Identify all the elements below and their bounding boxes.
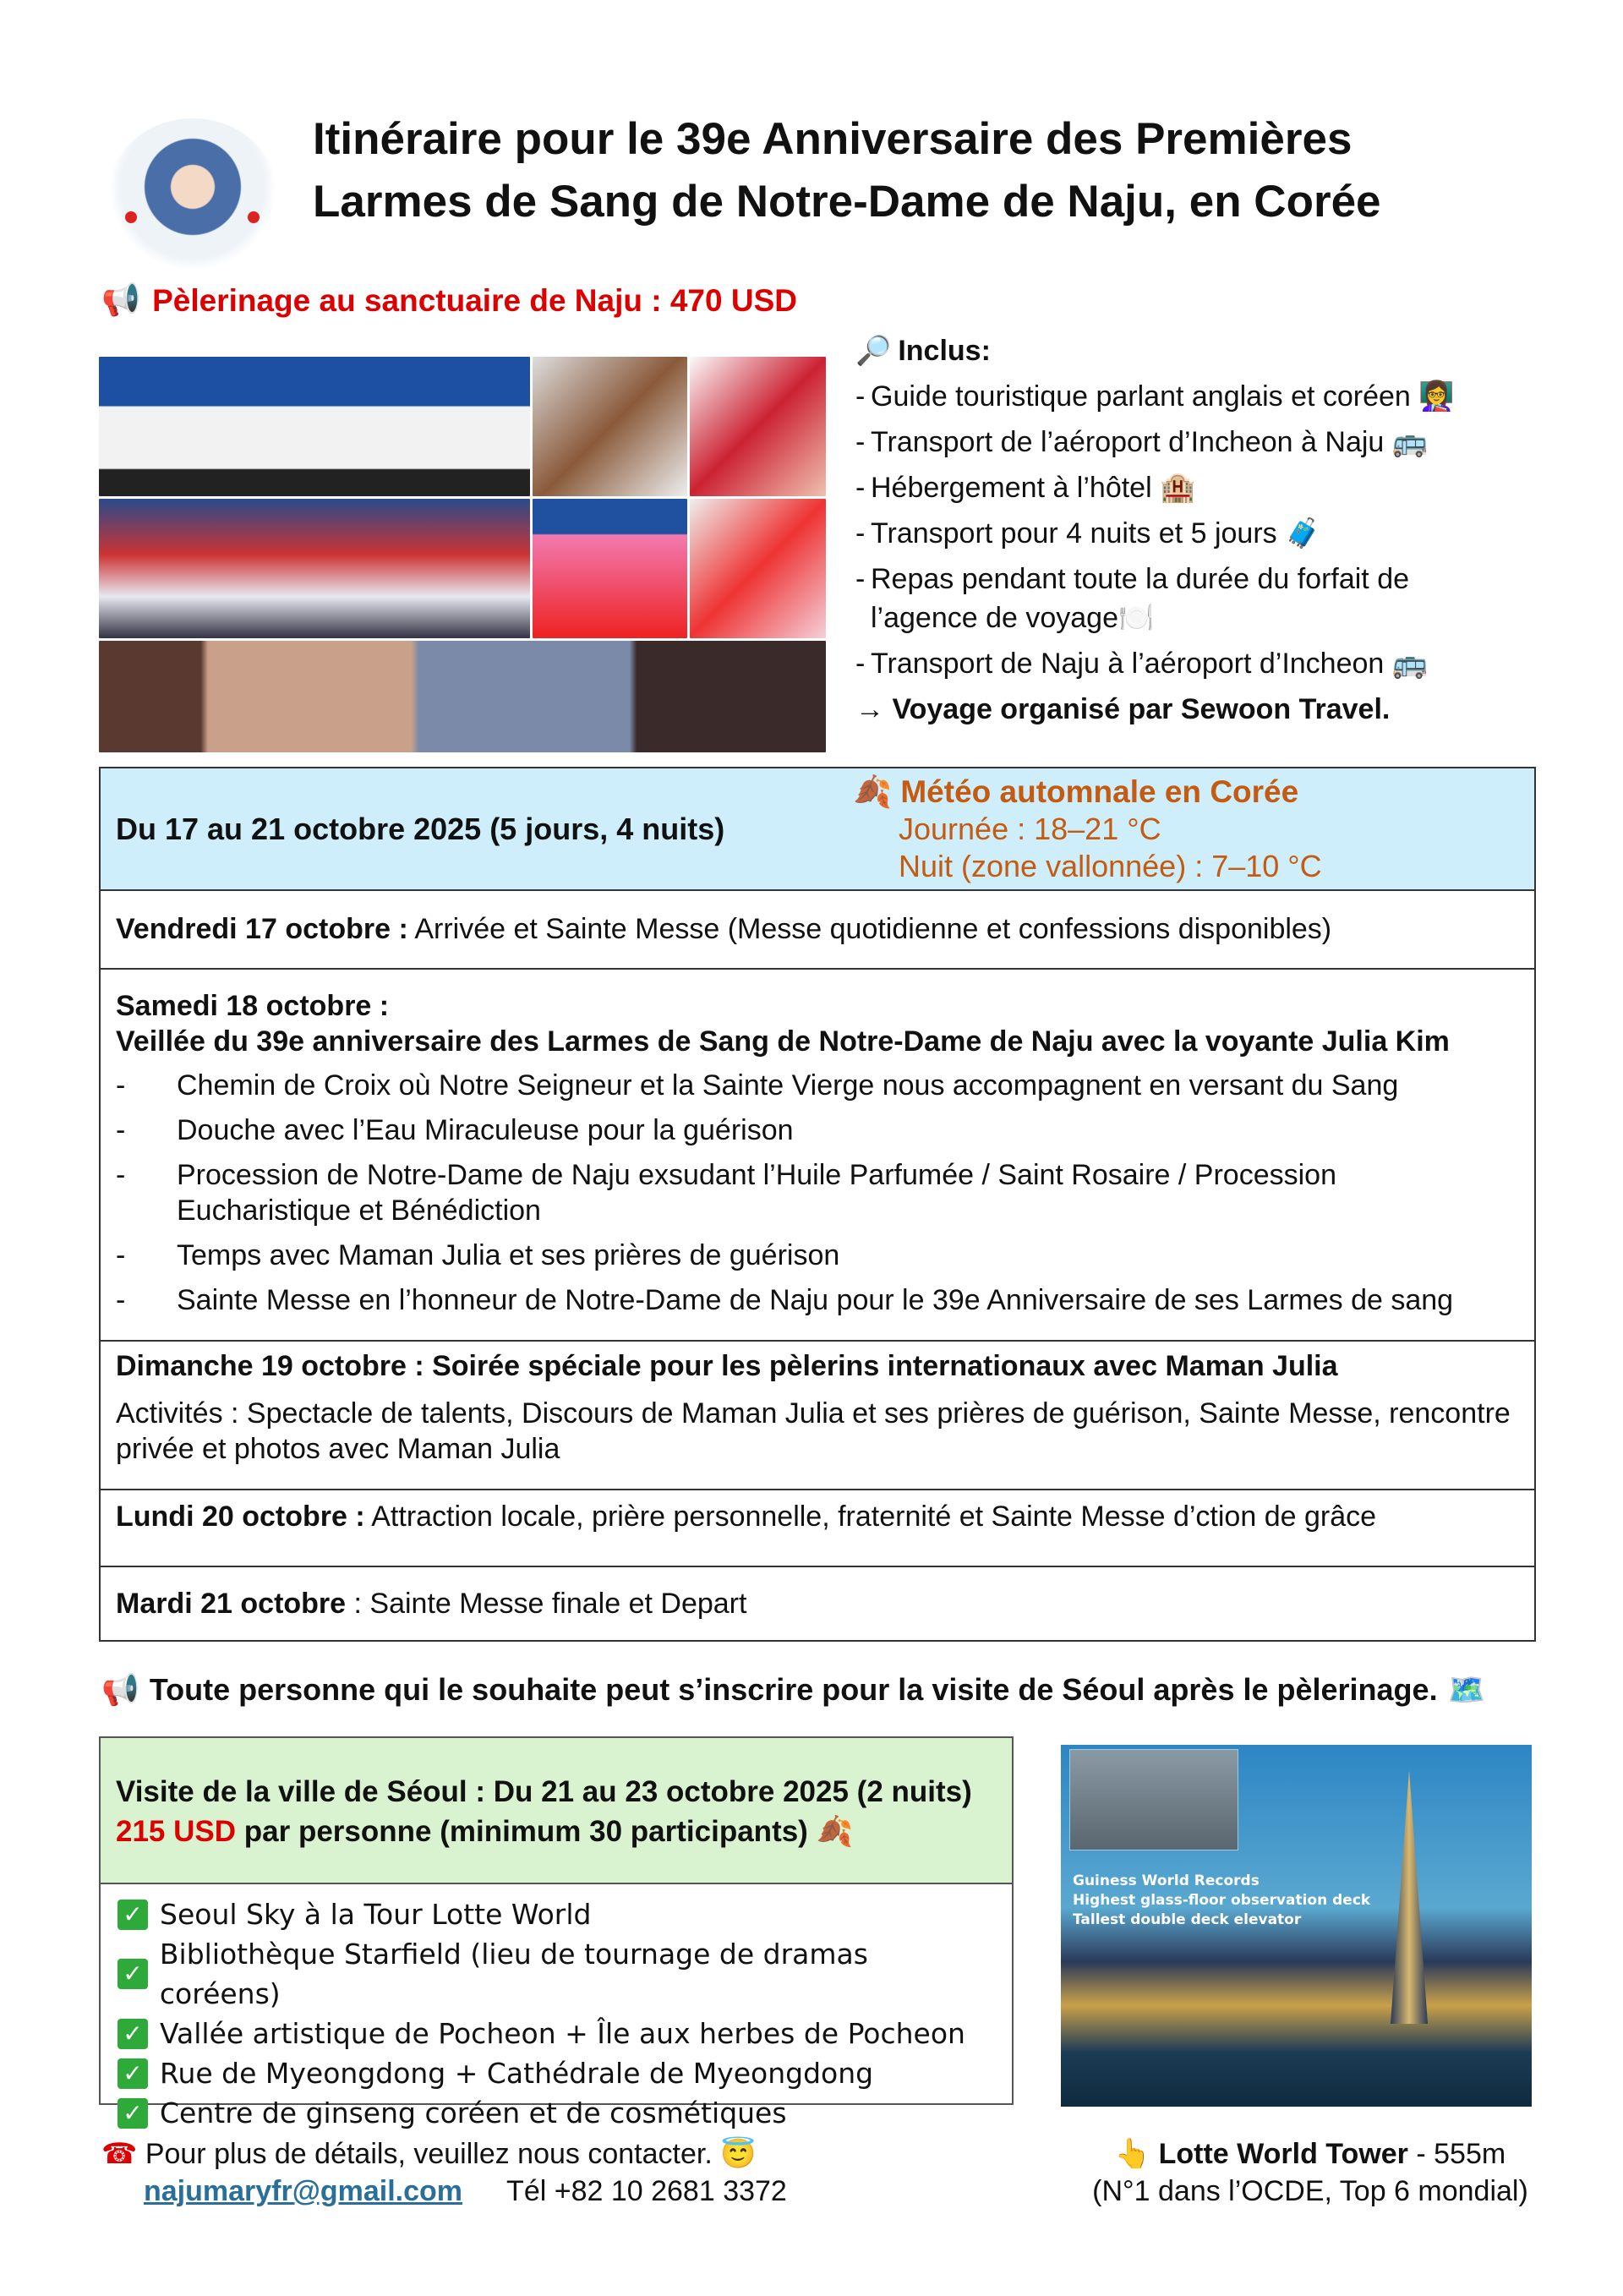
organizer: → Voyage organisé par Sewoon Travel. <box>855 693 1391 725</box>
weather-info <box>853 774 1322 885</box>
activity-item: Procession de Notre-Dame de Naju exsudant l’Huile Parfumée / Saint Rosaire / Procession Eucharistique et Bénédiction <box>177 1159 1336 1227</box>
tower-height: - 555m <box>1407 2138 1506 2170</box>
sunday-text: Activités : Spectacle de talents, Discours de Maman Julia et ses prières de guérison, Sainte Messe, rencontre privée et photos avec Maman Julia <box>116 1397 1511 1465</box>
sunday-row <box>101 1340 1534 1489</box>
dates-row <box>101 768 1534 889</box>
map-icon: 🗺️ <box>1447 1672 1486 1707</box>
included-list: 🔎 Inclus: - Guide touristique parlant anglais et coréen 👩‍🏫 - Transport de l’aéroport d’Incheon à Naju 🚌 - Hébergement à l’hôtel 🏨 - Transport pour 4 nuits et 5 jours 🧳 - Repas pendant toute la durée du forfait de l’agence de voyage🍽️ - Transport de Naju à l’aéroport d’Incheon 🚌 → Voyage organisé par Sewoon Travel. <box>855 328 1462 732</box>
included-item: Hébergement à l’hôtel 🏨 <box>871 472 1196 504</box>
activity-item: Chemin de Croix où Notre Seigneur et la Sainte Vierge nous accompagnent en versant du Sang <box>177 1069 1399 1102</box>
caption-line: Guiness World Records <box>1073 1872 1260 1889</box>
phone-number: Tél +82 10 2681 3372 <box>506 2175 787 2207</box>
photo <box>99 499 530 638</box>
megaphone-icon: 📢 <box>101 1672 139 1707</box>
day-label: Vendredi 17 octobre : <box>116 913 408 945</box>
checkmark-icon: ✓ <box>117 1900 148 1930</box>
caption-line: Highest glass-floor observation deck <box>1073 1892 1371 1909</box>
photo <box>99 357 530 496</box>
dates: Du 17 au 21 octobre 2025 (5 jours, 4 nuits) <box>116 811 725 846</box>
tower-shape <box>1391 1770 1428 2024</box>
activity-item: Douche avec l’Eau Miraculeuse pour la guérison <box>177 1114 794 1146</box>
included-item: Guide touristique parlant anglais et coréen 👩‍🏫 <box>871 380 1455 413</box>
glass-floor-photo <box>1069 1749 1238 1850</box>
included-item: Transport pour 4 nuits et 5 jours 🧳 <box>871 517 1321 549</box>
photo <box>533 499 687 638</box>
email-link[interactable]: najumaryfr@gmail.com <box>144 2175 463 2207</box>
pointing-hand-icon: 👆 <box>1114 2138 1151 2170</box>
day-text: Attraction locale, prière personnelle, fraternité et Sainte Messe d’ction de grâce <box>364 1501 1377 1533</box>
activity-item: Sainte Messe en l’honneur de Notre-Dame de Naju pour le 39e Anniversaire de ses Larmes de sang <box>177 1284 1454 1316</box>
activity-item: Temps avec Maman Julia et ses prières de guérison <box>177 1239 840 1271</box>
seoul-item: Bibliothèque Starfield (lieu de tournage de dramas coréens) <box>159 1938 868 2010</box>
seoul-header <box>101 1738 1012 1884</box>
included-item: Transport de l’aéroport d’Incheon à Naju 🚌 <box>871 426 1429 458</box>
pilgrimage-price <box>101 282 797 319</box>
autumn-leaf-icon: 🍂 <box>853 774 893 809</box>
tower-name: Lotte World Tower <box>1158 2138 1408 2170</box>
photo-collage <box>99 357 826 752</box>
pilgrimage-label: Pèlerinage au sanctuaire de Naju : 470 USD <box>152 282 797 318</box>
day-label: Samedi 18 octobre : <box>116 990 390 1022</box>
photo <box>533 357 687 496</box>
weather-title: Météo automnale en Corée <box>900 774 1299 809</box>
telephone-icon: ☎ <box>101 2138 138 2170</box>
included-item: Repas pendant toute la durée du forfait de l’agence de voyage🍽️ <box>871 563 1410 634</box>
seoul-item: Seoul Sky à la Tour Lotte World <box>160 1898 592 1931</box>
magnifier-icon: 🔎 <box>855 335 892 367</box>
lotte-tower-photo <box>1061 1745 1532 2107</box>
seoul-announcement <box>101 1672 1485 1708</box>
tuesday-row <box>101 1566 1534 1640</box>
included-item: Transport de Naju à l’aéroport d’Incheon 🚌 <box>871 648 1429 680</box>
friday-row <box>101 889 1534 968</box>
megaphone-icon: 📢 <box>101 282 141 317</box>
monday-row <box>101 1489 1534 1566</box>
checkmark-icon: ✓ <box>117 2019 148 2049</box>
day-label: Mardi 21 octobre <box>116 1587 347 1620</box>
tower-caption <box>1074 2135 1547 2210</box>
seoul-checklist <box>101 1884 1012 2143</box>
day-text: : Sainte Messe finale et Depart <box>346 1587 747 1620</box>
announce-text: Toute personne qui le souhaite peut s’inscrire pour la visite de Séoul après le pèlerinage. <box>149 1672 1438 1707</box>
sunday-title: Dimanche 19 octobre : Soirée spéciale pour les pèlerins internationaux avec Maman Julia <box>116 1350 1338 1382</box>
seoul-title: Visite de la ville de Séoul : Du 21 au 23 octobre 2025 (2 nuits) <box>116 1775 972 1808</box>
day-label: Lundi 20 octobre : <box>116 1501 365 1533</box>
photo <box>690 357 826 496</box>
included-title: Inclus: <box>898 335 991 367</box>
contact-text: Pour plus de détails, veuillez nous contacter. 😇 <box>145 2138 757 2170</box>
saturday-title: Veillée du 39e anniversaire des Larmes de Sang de Notre-Dame de Naju avec la voyante Julia Kim <box>116 1025 1450 1058</box>
photo <box>690 499 826 638</box>
seoul-price: 215 USD <box>116 1815 237 1848</box>
seoul-item: Rue de Myeongdong + Cathédrale de Myeongdong <box>160 2057 874 2090</box>
seoul-item: Centre de ginseng coréen et de cosmétiques <box>160 2096 787 2129</box>
weather-night: Nuit (zone vallonnée) : 7–10 °C <box>899 849 1322 883</box>
itinerary-table <box>99 767 1536 1642</box>
caption-line: Tallest double deck elevator <box>1073 1911 1302 1928</box>
tower-rank: (N°1 dans l’OCDE, Top 6 mondial) <box>1092 2175 1528 2207</box>
page-title <box>313 108 1381 233</box>
checkmark-icon: ✓ <box>117 2058 148 2089</box>
seoul-item: Vallée artistique de Pocheon + Île aux herbes de Pocheon <box>160 2017 965 2050</box>
title-line-2: Larmes de Sang de Notre-Dame de Naju, en Corée <box>313 177 1381 227</box>
seoul-tour-box <box>99 1736 1014 2129</box>
autumn-leaf-icon: 🍂 <box>816 1815 854 1848</box>
record-caption <box>1073 1872 1370 1930</box>
photo <box>99 641 826 752</box>
title-line-1: Itinéraire pour le 39e Anniversaire des Premières <box>313 114 1352 164</box>
day-text: Arrivée et Sainte Messe (Messe quotidienne et confessions disponibles) <box>407 913 1332 945</box>
checkmark-icon: ✓ <box>117 2098 148 2129</box>
contact-info <box>101 2135 787 2210</box>
seoul-price-note: par personne (minimum 30 participants) <box>236 1815 808 1848</box>
weather-day: Journée : 18–21 °C <box>899 812 1161 846</box>
virgin-mary-logo <box>108 118 277 271</box>
checkmark-icon: ✓ <box>117 1959 148 1989</box>
saturday-row: Samedi 18 octobre : Veillée du 39e anniversaire des Larmes de Sang de Notre-Dame de Naju avec la voyante Julia Kim - Chemin de Croix où Notre Seigneur et la Sainte Vierge nous accompagnent en versant du Sang - Douche avec l’Eau Miraculeuse pour la guérison - Procession de Notre-Dame de Naju exsudant l’Huile Parfumée / Saint Rosaire / Procession Eucharistique et Bénédiction - Temps avec Maman Julia et ses prières de guérison - Sainte Messe en l’honneur de Notre-Dame de Naju pour le 39e Anniversaire de ses Larmes de sang <box>101 968 1534 1340</box>
